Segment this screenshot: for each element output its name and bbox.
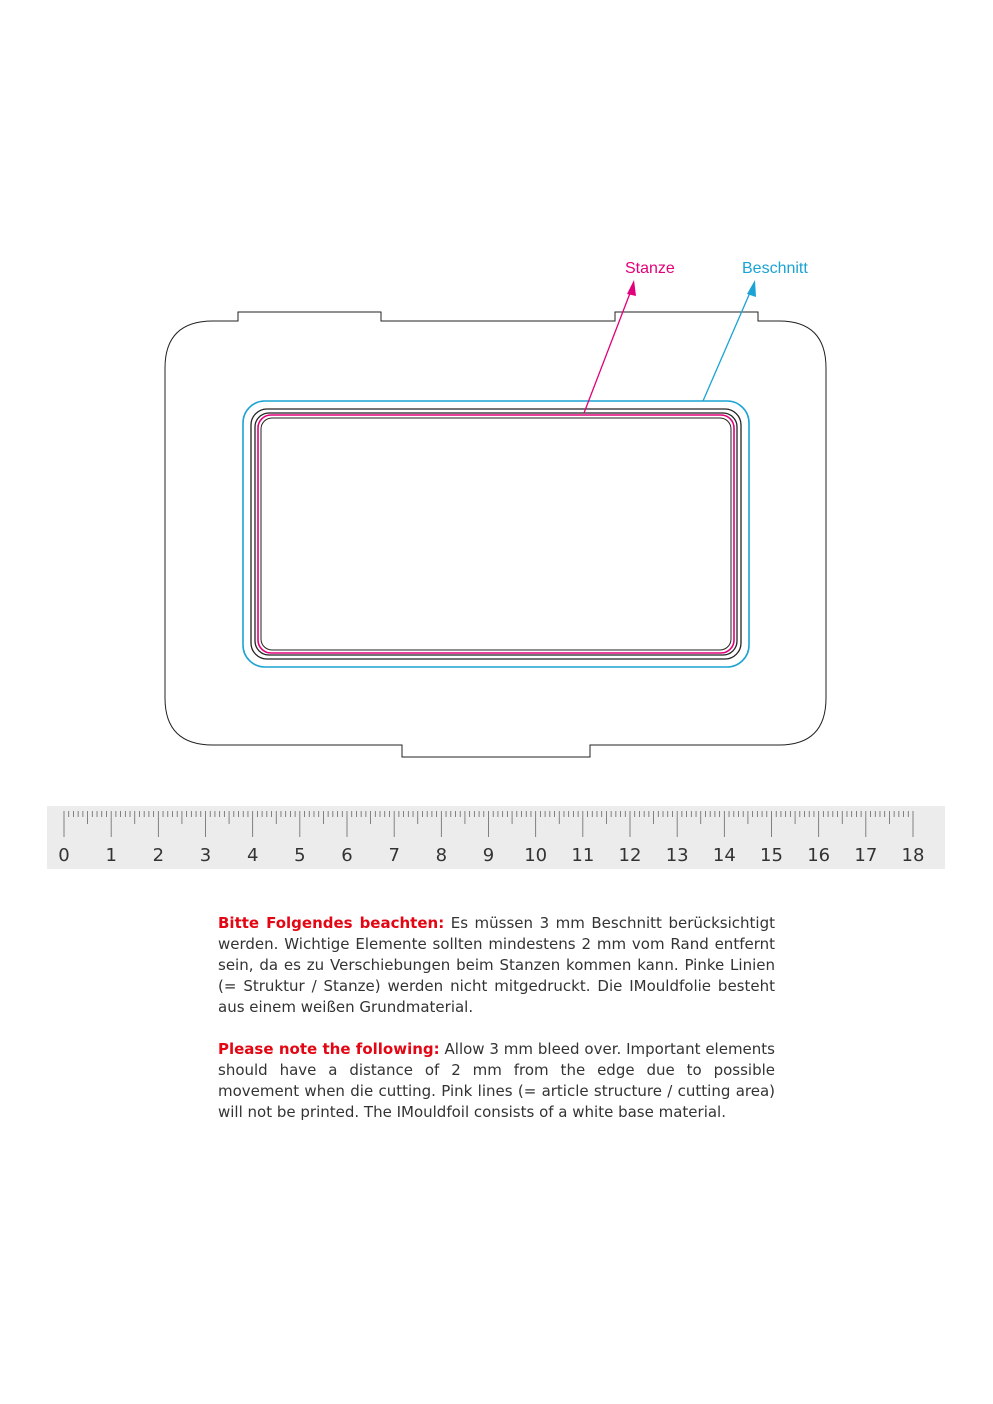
ruler-number: 3 — [199, 845, 212, 866]
note-english-text: Allow 3 mm bleed over. Important elements should have a distance of 2 mm from the edge due to possible movement when die cutting. Pink lines (= article structure / cutting area) will not be printed. The IMouldfoil consists of a white base material. — [218, 1040, 775, 1121]
inner-outline-1 — [251, 409, 741, 659]
note-english — [218, 1039, 775, 1123]
ruler-number: 8 — [435, 845, 448, 866]
stanze-label: Stanze — [625, 260, 675, 277]
beschnitt-arrow-line — [703, 288, 752, 401]
ruler-number: 16 — [807, 845, 831, 866]
ruler-number: 10 — [524, 845, 548, 866]
ruler-scale — [47, 806, 945, 869]
ruler-number: 7 — [388, 845, 400, 866]
note-english-lead: Please note the following: — [218, 1040, 440, 1058]
ruler-number: 13 — [665, 845, 689, 866]
ruler-number: 12 — [618, 845, 642, 866]
ruler-number: 18 — [901, 845, 925, 866]
notes — [218, 913, 775, 1144]
note-german — [218, 913, 775, 1018]
die-cut-outline — [258, 415, 734, 653]
ruler — [47, 806, 945, 869]
ruler-number: 5 — [294, 845, 306, 866]
note-german-text: Es müssen 3 mm Beschnitt berücksichtigt werden. Wichtige Elemente sollten mindestens 2 mm vom Rand entfernt sein, da es zu Verschiebungen beim Stanzen kommen kann. Pinke Linien (= Struktur / Stanze) werden nicht mitgedruckt. Die IMouldfolie besteht aus einem weißen Grundmaterial. — [218, 914, 775, 1016]
ruler-number: 17 — [854, 845, 878, 866]
ruler-number: 14 — [712, 845, 736, 866]
ruler-number: 0 — [58, 845, 70, 866]
beschnitt-label: Beschnitt — [742, 260, 808, 277]
ruler-number: 11 — [571, 845, 595, 866]
ruler-number: 6 — [341, 845, 353, 866]
stanze-arrow-line — [584, 288, 632, 413]
inner-outline-3 — [261, 418, 731, 650]
beschnitt-arrow-head — [747, 280, 756, 297]
inner-outline-2 — [255, 413, 737, 655]
container-outline — [165, 312, 826, 757]
stanze-arrow-head — [627, 280, 636, 296]
bleed-outline — [243, 401, 749, 667]
ruler-number: 2 — [152, 845, 165, 866]
ruler-number: 4 — [246, 845, 259, 866]
ruler-number: 9 — [482, 845, 495, 866]
note-german-lead: Bitte Folgendes beachten: — [218, 914, 445, 932]
ruler-number: 1 — [105, 845, 117, 866]
ruler-number: 15 — [760, 845, 783, 866]
